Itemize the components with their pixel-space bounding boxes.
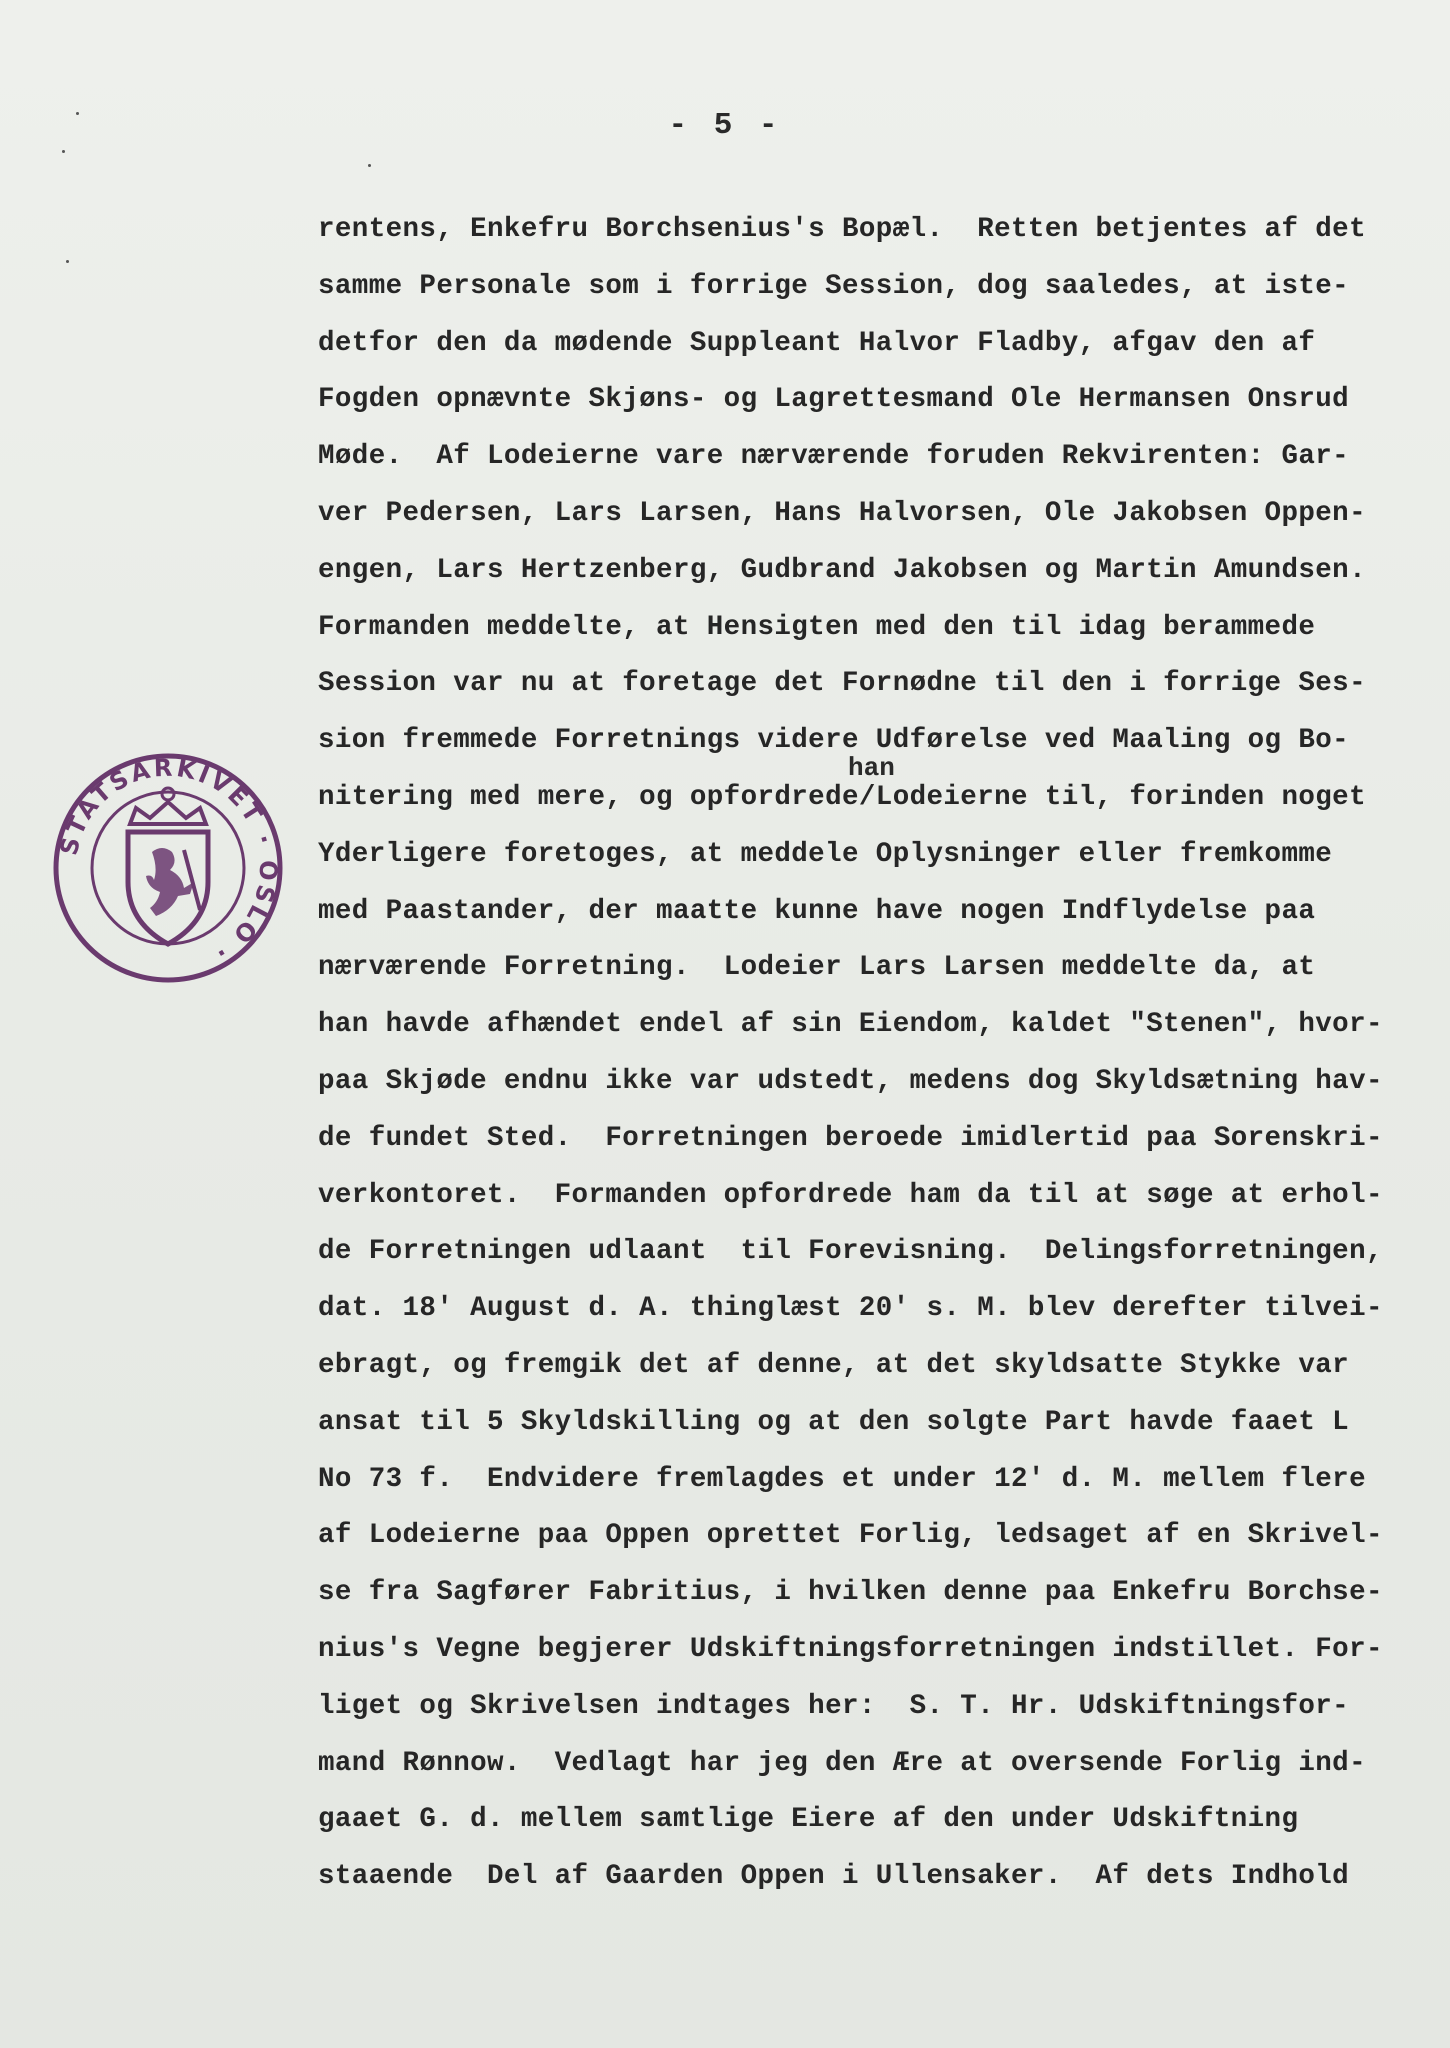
text-line: ansat til 5 Skyldskilling og at den solgte Part havde faaet L — [318, 1406, 1350, 1438]
text-line: ver Pedersen, Lars Larsen, Hans Halvorsen, Ole Jakobsen Oppen- — [318, 497, 1366, 529]
text-line: sion fremmede Forretnings videre Udførelse ved Maaling og Bo- — [318, 725, 1350, 757]
text-line: nitering med mere, og opfordrede/Lodeierne til, forinden noget — [318, 781, 1366, 813]
paper-speck — [66, 260, 69, 263]
text-line: staaende Del af Gaarden Oppen i Ullensaker. Af dets Indhold — [318, 1861, 1350, 1893]
page-number: - 5 - — [668, 108, 782, 143]
text-line: rentens, Enkefru Borchsenius's Bopæl. Retten betjentes af det — [318, 214, 1366, 245]
text-line: gaaet G. d. mellem samtlige Eiere af den under Udskiftning — [318, 1804, 1299, 1836]
svg-text:STATSARKIVET · OSLO ·: STATSARKIVET · OSLO · — [54, 753, 283, 969]
text-line: Session var nu at foretage det Fornødne til den i forrige Ses- — [318, 668, 1366, 700]
text-line: mand Rønnow. Vedlagt har jeg den Ære at oversende Forlig ind- — [318, 1747, 1366, 1779]
text-line: se fra Sagfører Fabritius, i hvilken denne paa Enkefru Borchse- — [318, 1577, 1383, 1609]
handwritten-insertion: han — [848, 753, 895, 783]
text-line: han havde afhændet endel af sin Eiendom, kaldet "Stenen", hvor- — [318, 1009, 1383, 1041]
text-line: No 73 f. Endvidere fremlagdes et under 12' d. M. mellem flere — [318, 1463, 1366, 1495]
text-line: med Paastander, der maatte kunne have nogen Indflydelse paa — [318, 895, 1316, 927]
text-line: nius's Vegne begjerer Udskiftningsforretningen indstillet. For- — [318, 1633, 1383, 1665]
text-line: Yderligere foretoges, at meddele Oplysninger eller fremkomme — [318, 838, 1333, 870]
archive-seal-stamp — [52, 752, 284, 984]
document-body — [318, 202, 1428, 1906]
text-line: de fundet Sted. Forretningen beroede imidlertid paa Sorenskri- — [318, 1122, 1383, 1154]
text-line: liget og Skrivelsen indtages her: S. T. Hr. Udskiftningsfor- — [318, 1690, 1350, 1722]
text-line: af Lodeierne paa Oppen oprettet Forlig, ledsaget af en Skrivel- — [318, 1520, 1383, 1552]
text-line: samme Personale som i forrige Session, dog saaledes, at iste- — [318, 270, 1350, 302]
text-line: detfor den da mødende Suppleant Halvor Fladby, afgav den af — [318, 327, 1316, 359]
text-line: de Forretningen udlaant til Forevisning. Delingsforretningen, — [318, 1236, 1383, 1268]
text-line: dat. 18' August d. A. thinglæst 20' s. M. blev derefter tilvei- — [318, 1293, 1383, 1325]
paper-speck — [368, 164, 371, 167]
text-line: engen, Lars Hertzenberg, Gudbrand Jakobsen og Martin Amundsen. — [318, 554, 1366, 586]
text-line: Fogden opnævnte Skjøns- og Lagrettesmand Ole Hermansen Onsrud — [318, 384, 1350, 416]
text-line: paa Skjøde endnu ikke var udstedt, medens dog Skyldsætning hav- — [318, 1065, 1383, 1097]
text-line: Møde. Af Lodeierne vare nærværende foruden Rekvirenten: Gar- — [318, 441, 1350, 473]
paper-speck — [62, 150, 65, 153]
text-line: verkontoret. Formanden opfordrede ham da til at søge at erhol- — [318, 1179, 1383, 1211]
text-line: Formanden meddelte, at Hensigten med den til idag berammede — [318, 611, 1316, 643]
text-line: ebragt, og fremgik det af denne, at det skyldsatte Stykke var — [318, 1349, 1350, 1381]
text-line: nærværende Forretning. Lodeier Lars Larsen meddelte da, at — [318, 952, 1316, 984]
